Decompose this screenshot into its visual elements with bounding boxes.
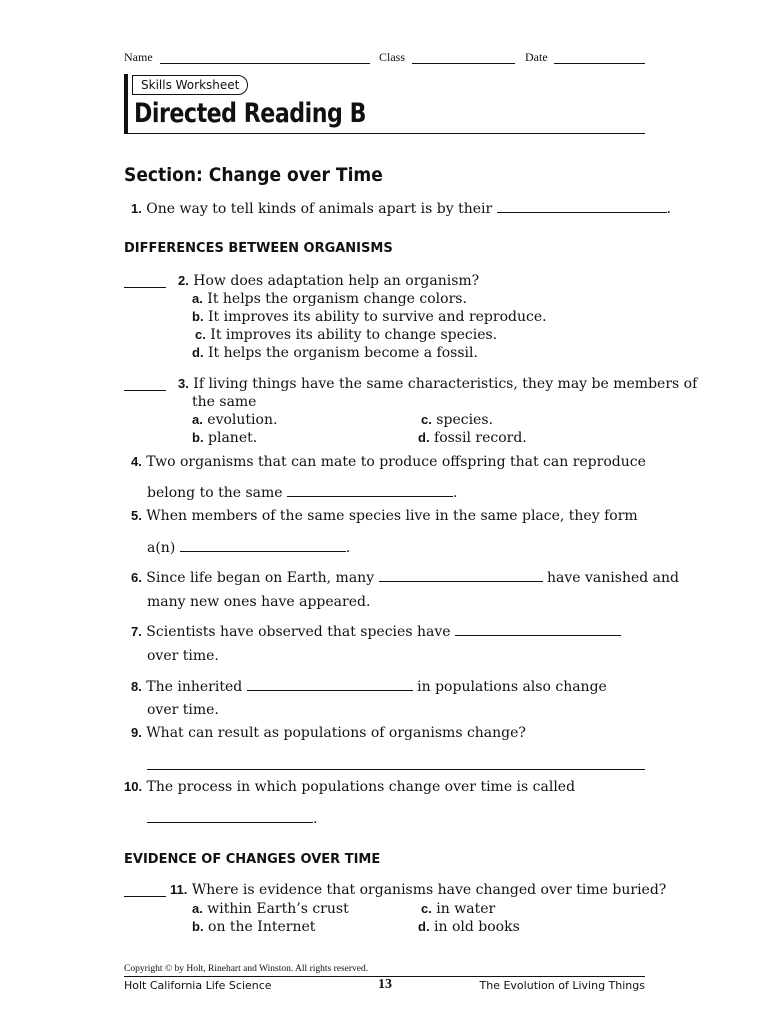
answer-blank-4[interactable] xyxy=(287,484,453,497)
option-2d[interactable]: d. It helps the organism become a fossil. xyxy=(192,345,478,361)
answer-blank-8[interactable] xyxy=(247,678,413,691)
title-rule xyxy=(124,133,645,134)
answer-blank-10[interactable] xyxy=(147,810,313,823)
question-4: 4. Two organisms that can mate to produce offspring that can reproduce xyxy=(131,454,646,470)
section-title: Section: Change over Time xyxy=(124,164,383,186)
question-11: 11. Where is evidence that organisms have changed over time buried? xyxy=(170,882,667,898)
question-4-cont: belong to the same . xyxy=(147,485,458,501)
footer-book: Holt California Life Science xyxy=(124,979,272,992)
page-title: Directed Reading B xyxy=(134,98,366,129)
date-label: Date xyxy=(525,50,548,64)
copyright: Copyright © by Holt, Rinehart and Winston. All rights reserved. xyxy=(124,964,369,974)
option-2a[interactable]: a. It helps the organism change colors. xyxy=(192,291,467,307)
option-11a[interactable]: a. within Earth’s crust xyxy=(192,901,349,917)
answer-line-3[interactable] xyxy=(124,378,166,391)
option-2c[interactable]: c. It improves its ability to change species. xyxy=(195,327,498,343)
option-11c[interactable]: c. in water xyxy=(421,901,496,917)
name-label: Name xyxy=(124,50,153,64)
title-bar xyxy=(124,74,128,134)
question-3: 3. If living things have the same characteristics, they may be members of xyxy=(178,376,698,392)
option-3d[interactable]: d. fossil record. xyxy=(418,430,527,446)
question-8: 8. The inherited in populations also change xyxy=(131,679,607,695)
question-7-cont: over time. xyxy=(147,648,219,664)
question-10-cont: . xyxy=(147,810,317,828)
option-3b[interactable]: b. planet. xyxy=(192,430,258,446)
footer-chapter: The Evolution of Living Things xyxy=(479,979,645,992)
question-2: 2. How does adaptation help an organism? xyxy=(178,273,480,289)
question-8-cont: over time. xyxy=(147,702,219,718)
question-7: 7. Scientists have observed that species have xyxy=(131,623,621,641)
class-field[interactable] xyxy=(412,51,515,64)
question-5-cont: a(n) . xyxy=(147,540,351,556)
subheading-evidence: EVIDENCE OF CHANGES OVER TIME xyxy=(124,852,381,867)
answer-line-9[interactable] xyxy=(147,757,645,770)
answer-blank-6[interactable] xyxy=(379,569,543,582)
question-6: 6. Since life began on Earth, many have vanished and xyxy=(131,570,679,586)
question-1: 1. One way to tell kinds of animals apart is by their . xyxy=(131,201,672,217)
answer-blank-1[interactable] xyxy=(497,200,667,213)
question-6-cont: many new ones have appeared. xyxy=(147,594,371,610)
option-3c[interactable]: c. species. xyxy=(421,412,493,428)
option-3a[interactable]: a. evolution. xyxy=(192,412,278,428)
subheading-differences: DIFFERENCES BETWEEN ORGANISMS xyxy=(124,241,393,256)
answer-blank-7[interactable] xyxy=(455,623,621,636)
question-3-cont: the same xyxy=(192,394,257,410)
question-5: 5. When members of the same species live in the same place, they form xyxy=(131,508,638,524)
option-11d[interactable]: d. in old books xyxy=(418,919,520,935)
question-9: 9. What can result as populations of organisms change? xyxy=(131,725,526,741)
skills-worksheet-badge: Skills Worksheet xyxy=(132,75,248,95)
date-field[interactable] xyxy=(554,51,645,64)
answer-line-2[interactable] xyxy=(124,275,166,288)
question-10: 10. The process in which populations change over time is called xyxy=(124,779,576,795)
option-11b[interactable]: b. on the Internet xyxy=(192,919,316,935)
answer-line-11[interactable] xyxy=(124,884,166,897)
option-2b[interactable]: b. It improves its ability to survive and reproduce. xyxy=(192,309,547,325)
page-number: 13 xyxy=(378,977,392,992)
answer-blank-5[interactable] xyxy=(180,539,346,552)
class-label: Class xyxy=(379,50,406,64)
name-field[interactable] xyxy=(160,51,370,64)
